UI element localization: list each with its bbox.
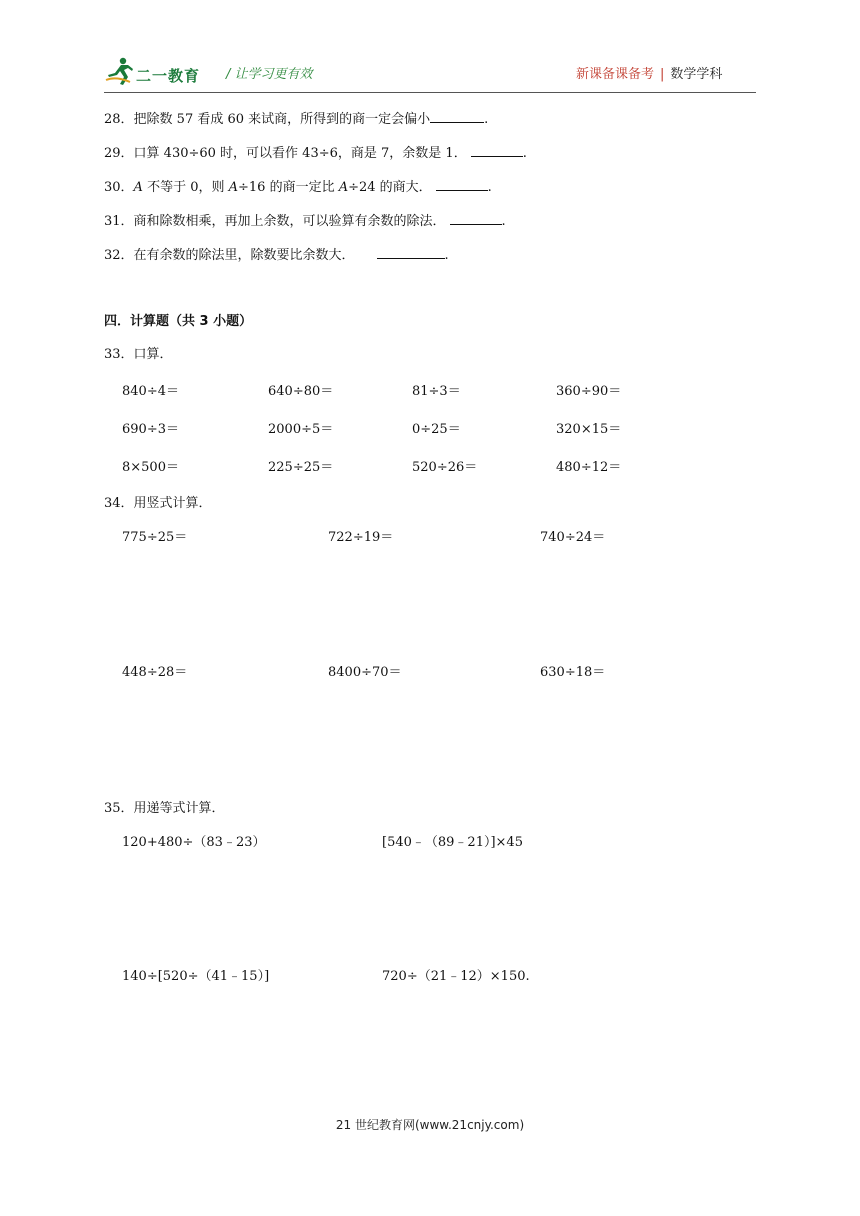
- header-rule: [104, 92, 756, 93]
- stepwise-calc-item: 120+480÷（83﹣23）: [122, 835, 266, 850]
- oral-calc-item: 840÷4＝: [122, 384, 179, 399]
- variable-a: A: [228, 180, 238, 195]
- page-footer: 21 世纪教育网(www.21cnjy.com): [335, 1118, 525, 1132]
- vertical-calc-item: 8400÷70＝: [328, 665, 402, 680]
- vertical-calc-item: 775÷25＝: [122, 530, 188, 545]
- question-28-period: .: [484, 112, 489, 127]
- vertical-calc-item: 740÷24＝: [540, 530, 606, 545]
- slogan: / 让学习更有效: [226, 67, 313, 82]
- header-subject: [576, 63, 722, 82]
- question-30-period: .: [487, 180, 492, 195]
- question-33-title: 33．口算．: [104, 347, 173, 362]
- vertical-calc-item: 448÷28＝: [122, 665, 188, 680]
- question-34-title: 34．用竖式计算．: [104, 496, 212, 511]
- oral-calc-item: 225÷25＝: [268, 460, 334, 475]
- header-subject-label: 数学学科: [670, 67, 723, 82]
- oral-calc-item: 640÷80＝: [268, 384, 334, 399]
- question-35-title: 35．用递等式计算．: [104, 801, 225, 816]
- question-32-period: .: [444, 248, 449, 263]
- oral-calc-item: 2000÷5＝: [268, 422, 334, 437]
- header-course-label: 新课备课备考: [576, 67, 655, 82]
- logo-text: 二一教育: [136, 67, 201, 85]
- variable-a: A: [133, 180, 143, 195]
- question-31: [104, 210, 506, 229]
- oral-calc-item: 520÷26＝: [412, 460, 478, 475]
- question-30-number: 30．: [104, 180, 134, 195]
- question-30-text-2: ÷16 的商一定比: [238, 180, 339, 195]
- question-30: [104, 176, 492, 195]
- stepwise-calc-item: 140÷[520÷（41﹣15）]: [122, 969, 270, 984]
- oral-calc-item: 81÷3＝: [412, 384, 461, 399]
- stepwise-calc-item: [540﹣（89﹣21）]×45: [382, 835, 523, 850]
- question-30-text-3: ÷24 的商大．: [348, 180, 432, 195]
- answer-blank: [471, 144, 523, 157]
- vertical-calc-item: 630÷18＝: [540, 665, 606, 680]
- answer-blank: [450, 212, 502, 225]
- answer-blank: [436, 178, 488, 191]
- header-separator: |: [660, 67, 665, 82]
- question-29: [104, 142, 527, 161]
- stepwise-calc-item: 720÷（21﹣12）×150.: [382, 969, 530, 984]
- question-28-text: 28．把除数 57 看成 60 来试商，所得到的商一定会偏小: [104, 112, 431, 127]
- variable-a: A: [338, 180, 349, 195]
- section-title: 四．计算题（共 3 小题）: [104, 314, 253, 329]
- runner-logo-icon: [104, 56, 134, 86]
- question-29-text: 29．口算 430÷60 时，可以看作 43÷6，商是 7，余数是 1．: [104, 146, 467, 161]
- oral-calc-item: 0÷25＝: [412, 422, 461, 437]
- oral-calc-item: 690÷3＝: [122, 422, 179, 437]
- logo: [104, 56, 222, 90]
- vertical-calc-item: 722÷19＝: [328, 530, 394, 545]
- oral-calc-item: 8×500＝: [122, 460, 179, 475]
- oral-calc-item: 320×15＝: [556, 422, 622, 437]
- answer-blank: [377, 246, 445, 259]
- question-30-text-1: 不等于 0，则: [142, 180, 229, 195]
- oral-calc-item: 480÷12＝: [556, 460, 622, 475]
- question-28: [104, 108, 488, 127]
- question-31-text: 31．商和除数相乘，再加上余数，可以验算有余数的除法．: [104, 214, 446, 229]
- question-32-text: 32．在有余数的除法里，除数要比余数大．: [104, 248, 355, 263]
- question-31-period: .: [501, 214, 506, 229]
- oral-calc-item: 360÷90＝: [556, 384, 622, 399]
- answer-blank: [430, 110, 484, 123]
- question-29-period: .: [522, 146, 527, 161]
- question-32: [104, 244, 449, 263]
